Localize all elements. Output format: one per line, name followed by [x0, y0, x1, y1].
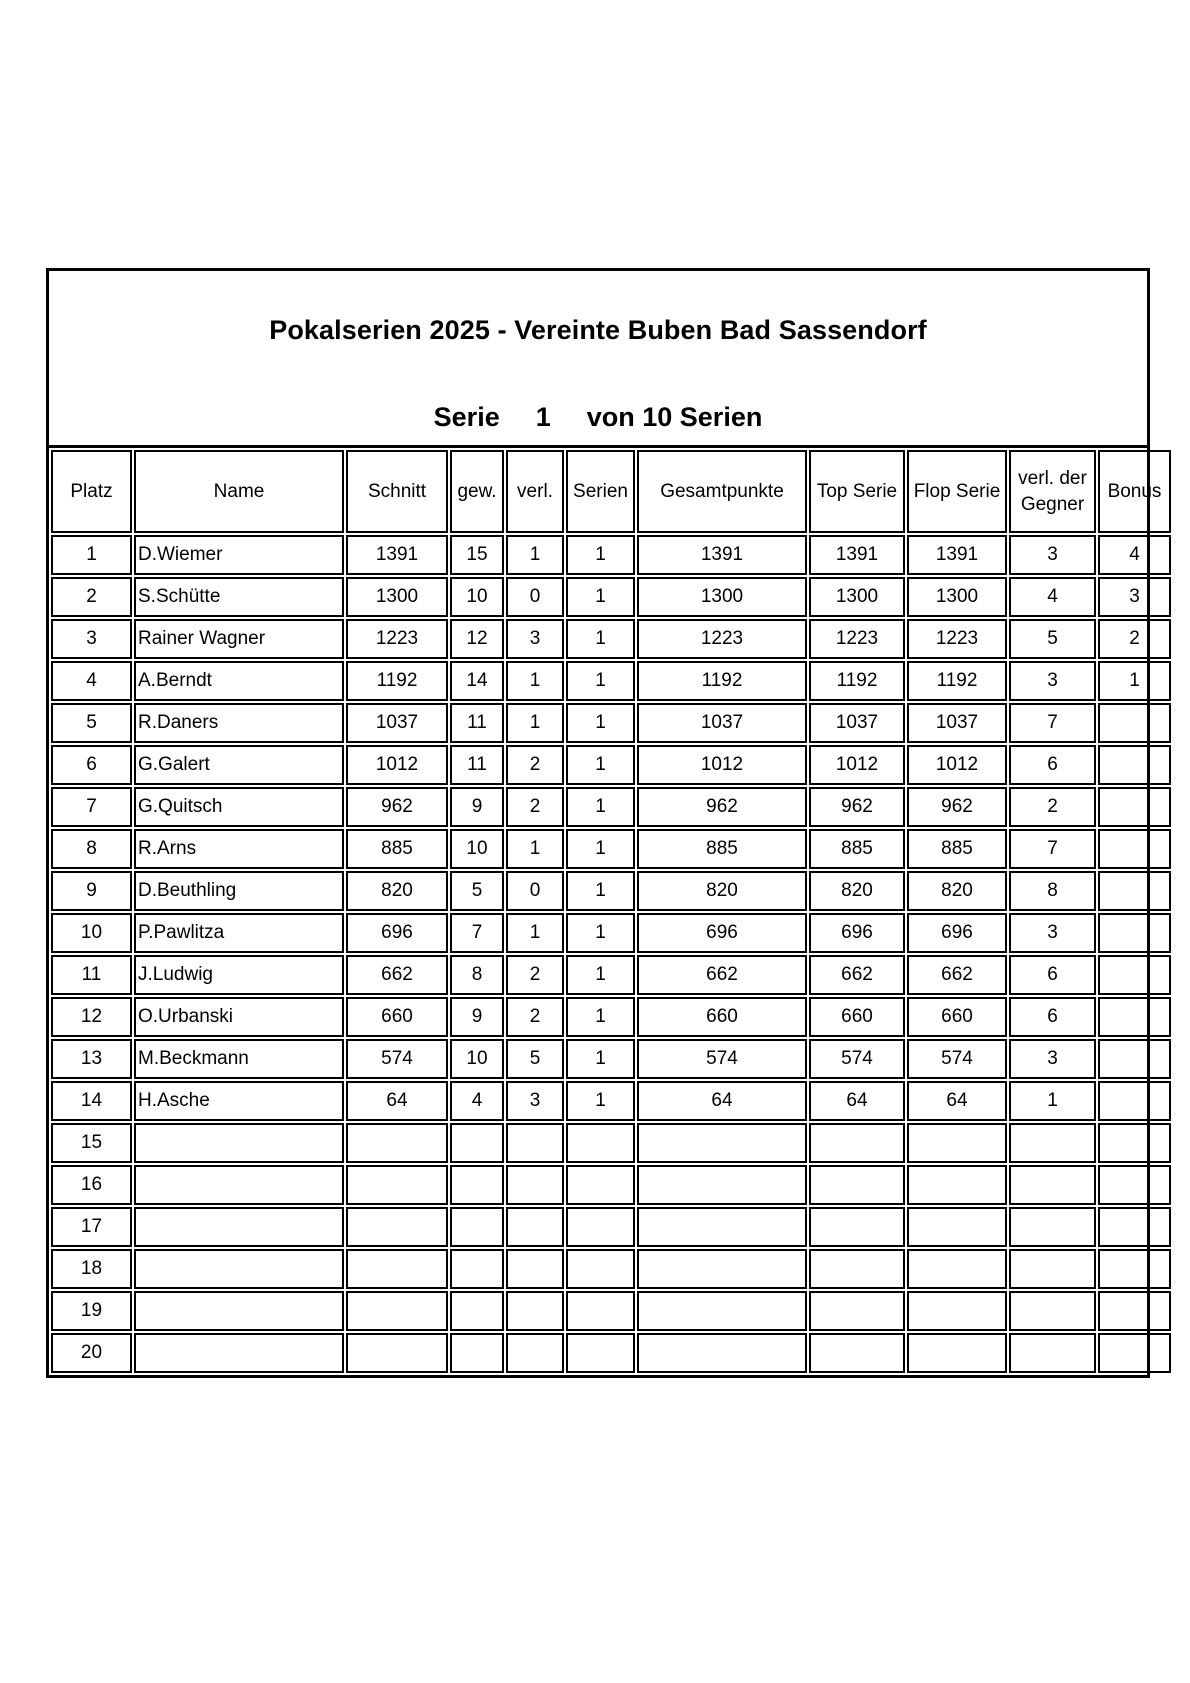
- cell-gew: 12: [450, 619, 504, 659]
- cell-verl-der-gegner: [1009, 1165, 1096, 1205]
- cell-gew: [450, 1291, 504, 1331]
- cell-bonus: [1098, 913, 1171, 953]
- cell-verl-der-gegner: 3: [1009, 913, 1096, 953]
- cell-platz: 15: [51, 1123, 132, 1163]
- cell-gesamtpunkte: 662: [637, 955, 807, 995]
- cell-name: [134, 1207, 344, 1247]
- cell-gew: [450, 1165, 504, 1205]
- cell-gew: [450, 1249, 504, 1289]
- cell-gesamtpunkte: [637, 1165, 807, 1205]
- table-row: [51, 745, 1171, 785]
- table-row: [51, 619, 1171, 659]
- cell-top-serie: [809, 1207, 905, 1247]
- cell-flop-serie: [907, 1207, 1007, 1247]
- cell-bonus: 4: [1098, 535, 1171, 575]
- cell-top-serie: 662: [809, 955, 905, 995]
- cell-gew: [450, 1123, 504, 1163]
- cell-verl-der-gegner: 7: [1009, 829, 1096, 869]
- cell-name: Rainer Wagner: [134, 619, 344, 659]
- cell-verl: 2: [506, 955, 564, 995]
- cell-schnitt: [346, 1123, 448, 1163]
- table-row: [51, 871, 1171, 911]
- cell-top-serie: 1300: [809, 577, 905, 617]
- cell-verl: 2: [506, 745, 564, 785]
- title-box: [49, 271, 1147, 448]
- cell-gew: 4: [450, 1081, 504, 1121]
- cell-bonus: [1098, 1207, 1171, 1247]
- cell-serien: [566, 1165, 635, 1205]
- cell-bonus: [1098, 1081, 1171, 1121]
- column-header-flop-serie: Flop Serie: [907, 450, 1007, 533]
- cell-flop-serie: 662: [907, 955, 1007, 995]
- standings-table: [49, 448, 1173, 1375]
- cell-verl: 3: [506, 619, 564, 659]
- cell-serien: 1: [566, 577, 635, 617]
- cell-schnitt: 1012: [346, 745, 448, 785]
- column-header-verl-der-gegner: verl. der Gegner: [1009, 450, 1096, 533]
- cell-verl: [506, 1333, 564, 1373]
- cell-flop-serie: [907, 1165, 1007, 1205]
- cell-serien: [566, 1291, 635, 1331]
- cell-gesamtpunkte: 660: [637, 997, 807, 1037]
- cell-platz: 18: [51, 1249, 132, 1289]
- cell-gew: 9: [450, 787, 504, 827]
- serie-total: von 10 Serien: [586, 402, 763, 432]
- cell-verl: [506, 1123, 564, 1163]
- table-body: [51, 535, 1171, 1373]
- column-header-top-serie: Top Serie: [809, 450, 905, 533]
- cell-bonus: [1098, 997, 1171, 1037]
- cell-flop-serie: 64: [907, 1081, 1007, 1121]
- cell-verl: [506, 1207, 564, 1247]
- cell-verl-der-gegner: [1009, 1207, 1096, 1247]
- cell-verl: 1: [506, 703, 564, 743]
- cell-verl-der-gegner: 7: [1009, 703, 1096, 743]
- cell-name: J.Ludwig: [134, 955, 344, 995]
- cell-top-serie: 1037: [809, 703, 905, 743]
- cell-verl-der-gegner: 3: [1009, 535, 1096, 575]
- cell-bonus: [1098, 1165, 1171, 1205]
- table-row: [51, 1081, 1171, 1121]
- cell-gew: [450, 1333, 504, 1373]
- cell-verl: 3: [506, 1081, 564, 1121]
- cell-verl: 1: [506, 829, 564, 869]
- cell-verl-der-gegner: 3: [1009, 661, 1096, 701]
- cell-name: G.Quitsch: [134, 787, 344, 827]
- cell-verl-der-gegner: 4: [1009, 577, 1096, 617]
- cell-serien: [566, 1333, 635, 1373]
- cell-serien: 1: [566, 745, 635, 785]
- cell-name: [134, 1123, 344, 1163]
- cell-top-serie: 885: [809, 829, 905, 869]
- cell-top-serie: 574: [809, 1039, 905, 1079]
- cell-schnitt: 1300: [346, 577, 448, 617]
- cell-verl-der-gegner: 6: [1009, 745, 1096, 785]
- cell-verl: 2: [506, 787, 564, 827]
- cell-name: G.Galert: [134, 745, 344, 785]
- cell-top-serie: [809, 1249, 905, 1289]
- cell-platz: 7: [51, 787, 132, 827]
- cell-schnitt: 1192: [346, 661, 448, 701]
- cell-verl-der-gegner: 2: [1009, 787, 1096, 827]
- cell-platz: 2: [51, 577, 132, 617]
- cell-serien: 1: [566, 829, 635, 869]
- cell-serien: 1: [566, 535, 635, 575]
- column-header-name: Name: [134, 450, 344, 533]
- cell-flop-serie: 1037: [907, 703, 1007, 743]
- cell-gesamtpunkte: 574: [637, 1039, 807, 1079]
- cell-flop-serie: 696: [907, 913, 1007, 953]
- cell-top-serie: 962: [809, 787, 905, 827]
- cell-bonus: 3: [1098, 577, 1171, 617]
- table-row: [51, 1123, 1171, 1163]
- cell-top-serie: [809, 1333, 905, 1373]
- cell-flop-serie: 820: [907, 871, 1007, 911]
- cell-verl: 1: [506, 661, 564, 701]
- cell-flop-serie: 1223: [907, 619, 1007, 659]
- cell-verl: 2: [506, 997, 564, 1037]
- cell-top-serie: 820: [809, 871, 905, 911]
- column-header-gew: gew.: [450, 450, 504, 533]
- cell-platz: 14: [51, 1081, 132, 1121]
- cell-verl: 1: [506, 535, 564, 575]
- cell-schnitt: 885: [346, 829, 448, 869]
- cell-flop-serie: 574: [907, 1039, 1007, 1079]
- cell-schnitt: [346, 1207, 448, 1247]
- table-row: [51, 997, 1171, 1037]
- cell-schnitt: 574: [346, 1039, 448, 1079]
- cell-schnitt: 660: [346, 997, 448, 1037]
- cell-bonus: [1098, 745, 1171, 785]
- cell-platz: 11: [51, 955, 132, 995]
- table-row: [51, 1333, 1171, 1373]
- cell-serien: 1: [566, 871, 635, 911]
- cell-top-serie: 696: [809, 913, 905, 953]
- cell-serien: [566, 1123, 635, 1163]
- cell-schnitt: [346, 1165, 448, 1205]
- cell-schnitt: [346, 1291, 448, 1331]
- cell-verl-der-gegner: 5: [1009, 619, 1096, 659]
- cell-gew: 14: [450, 661, 504, 701]
- cell-gew: 8: [450, 955, 504, 995]
- cell-gew: 10: [450, 1039, 504, 1079]
- cell-gesamtpunkte: 1037: [637, 703, 807, 743]
- cell-verl: 0: [506, 871, 564, 911]
- table-row: [51, 703, 1171, 743]
- cell-gew: 11: [450, 745, 504, 785]
- cell-top-serie: 1223: [809, 619, 905, 659]
- cell-serien: 1: [566, 787, 635, 827]
- cell-bonus: [1098, 955, 1171, 995]
- cell-bonus: [1098, 703, 1171, 743]
- cell-gew: 10: [450, 577, 504, 617]
- cell-name: O.Urbanski: [134, 997, 344, 1037]
- cell-name: [134, 1249, 344, 1289]
- cell-verl-der-gegner: [1009, 1249, 1096, 1289]
- column-header-bonus: Bonus: [1098, 450, 1171, 533]
- table-row: [51, 661, 1171, 701]
- cell-bonus: 1: [1098, 661, 1171, 701]
- cell-gesamtpunkte: 1391: [637, 535, 807, 575]
- cell-gesamtpunkte: [637, 1333, 807, 1373]
- cell-platz: 13: [51, 1039, 132, 1079]
- cell-platz: 5: [51, 703, 132, 743]
- cell-bonus: 2: [1098, 619, 1171, 659]
- cell-platz: 6: [51, 745, 132, 785]
- cell-bonus: [1098, 829, 1171, 869]
- cell-top-serie: 64: [809, 1081, 905, 1121]
- table-row: [51, 955, 1171, 995]
- cell-verl-der-gegner: [1009, 1123, 1096, 1163]
- cell-schnitt: 962: [346, 787, 448, 827]
- cell-top-serie: [809, 1165, 905, 1205]
- cell-platz: 19: [51, 1291, 132, 1331]
- cell-name: P.Pawlitza: [134, 913, 344, 953]
- cell-serien: 1: [566, 703, 635, 743]
- cell-schnitt: 662: [346, 955, 448, 995]
- header-row: [51, 450, 1171, 533]
- serie-number: 1: [535, 402, 551, 432]
- cell-flop-serie: 1300: [907, 577, 1007, 617]
- cell-serien: 1: [566, 955, 635, 995]
- cell-bonus: [1098, 1333, 1171, 1373]
- cell-verl-der-gegner: [1009, 1333, 1096, 1373]
- table-row: [51, 1039, 1171, 1079]
- column-header-platz: Platz: [51, 450, 132, 533]
- cell-name: M.Beckmann: [134, 1039, 344, 1079]
- table-row: [51, 1291, 1171, 1331]
- cell-platz: 20: [51, 1333, 132, 1373]
- cell-top-serie: [809, 1123, 905, 1163]
- cell-flop-serie: 660: [907, 997, 1007, 1037]
- document-title: Pokalserien 2025 - Vereinte Buben Bad Sassendorf: [269, 315, 927, 345]
- cell-schnitt: 1391: [346, 535, 448, 575]
- cell-flop-serie: 962: [907, 787, 1007, 827]
- cell-serien: 1: [566, 619, 635, 659]
- cell-flop-serie: 1391: [907, 535, 1007, 575]
- cell-verl: 5: [506, 1039, 564, 1079]
- cell-schnitt: 820: [346, 871, 448, 911]
- cell-bonus: [1098, 1291, 1171, 1331]
- cell-flop-serie: [907, 1249, 1007, 1289]
- cell-schnitt: 696: [346, 913, 448, 953]
- cell-gesamtpunkte: [637, 1249, 807, 1289]
- cell-schnitt: 1037: [346, 703, 448, 743]
- series-subtitle: [49, 402, 1147, 433]
- serie-label: Serie: [433, 402, 500, 432]
- cell-gesamtpunkte: 885: [637, 829, 807, 869]
- cell-flop-serie: 885: [907, 829, 1007, 869]
- cell-name: [134, 1333, 344, 1373]
- cell-gesamtpunkte: 1223: [637, 619, 807, 659]
- cell-name: [134, 1291, 344, 1331]
- cell-verl-der-gegner: 6: [1009, 997, 1096, 1037]
- cell-gesamtpunkte: 1300: [637, 577, 807, 617]
- cell-serien: [566, 1207, 635, 1247]
- cell-serien: 1: [566, 997, 635, 1037]
- cell-top-serie: 1012: [809, 745, 905, 785]
- cell-schnitt: [346, 1249, 448, 1289]
- table-row: [51, 1249, 1171, 1289]
- cell-bonus: [1098, 787, 1171, 827]
- cell-verl: [506, 1249, 564, 1289]
- cell-name: H.Asche: [134, 1081, 344, 1121]
- cell-top-serie: 660: [809, 997, 905, 1037]
- cell-serien: [566, 1249, 635, 1289]
- cell-gew: 10: [450, 829, 504, 869]
- table-row: [51, 829, 1171, 869]
- standings-sheet: [46, 268, 1162, 1378]
- cell-gesamtpunkte: 64: [637, 1081, 807, 1121]
- cell-schnitt: 1223: [346, 619, 448, 659]
- cell-gesamtpunkte: 1192: [637, 661, 807, 701]
- cell-top-serie: 1192: [809, 661, 905, 701]
- cell-top-serie: 1391: [809, 535, 905, 575]
- table-row: [51, 913, 1171, 953]
- cell-platz: 8: [51, 829, 132, 869]
- cell-name: [134, 1165, 344, 1205]
- cell-gew: 11: [450, 703, 504, 743]
- cell-serien: 1: [566, 1081, 635, 1121]
- cell-platz: 17: [51, 1207, 132, 1247]
- cell-gesamtpunkte: 1012: [637, 745, 807, 785]
- cell-serien: 1: [566, 661, 635, 701]
- cell-schnitt: [346, 1333, 448, 1373]
- cell-platz: 4: [51, 661, 132, 701]
- cell-gew: 9: [450, 997, 504, 1037]
- cell-verl: [506, 1165, 564, 1205]
- cell-bonus: [1098, 1249, 1171, 1289]
- table-row: [51, 1165, 1171, 1205]
- cell-top-serie: [809, 1291, 905, 1331]
- cell-gew: 7: [450, 913, 504, 953]
- cell-platz: 16: [51, 1165, 132, 1205]
- cell-platz: 1: [51, 535, 132, 575]
- cell-flop-serie: [907, 1291, 1007, 1331]
- cell-gesamtpunkte: 820: [637, 871, 807, 911]
- cell-serien: 1: [566, 913, 635, 953]
- cell-gesamtpunkte: [637, 1123, 807, 1163]
- cell-verl-der-gegner: [1009, 1291, 1096, 1331]
- cell-schnitt: 64: [346, 1081, 448, 1121]
- cell-verl: 0: [506, 577, 564, 617]
- cell-verl: [506, 1291, 564, 1331]
- cell-name: R.Daners: [134, 703, 344, 743]
- cell-name: S.Schütte: [134, 577, 344, 617]
- cell-bonus: [1098, 1123, 1171, 1163]
- cell-gesamtpunkte: [637, 1207, 807, 1247]
- table-row: [51, 787, 1171, 827]
- cell-flop-serie: 1192: [907, 661, 1007, 701]
- table-row: [51, 535, 1171, 575]
- cell-bonus: [1098, 871, 1171, 911]
- cell-verl-der-gegner: 6: [1009, 955, 1096, 995]
- cell-gesamtpunkte: 962: [637, 787, 807, 827]
- cell-verl-der-gegner: 8: [1009, 871, 1096, 911]
- cell-gew: [450, 1207, 504, 1247]
- cell-verl-der-gegner: 1: [1009, 1081, 1096, 1121]
- cell-gew: 5: [450, 871, 504, 911]
- cell-platz: 3: [51, 619, 132, 659]
- table-row: [51, 577, 1171, 617]
- cell-verl: 1: [506, 913, 564, 953]
- table-row: [51, 1207, 1171, 1247]
- column-header-serien: Serien: [566, 450, 635, 533]
- column-header-gesamtpunkte: Gesamtpunkte: [637, 450, 807, 533]
- cell-flop-serie: [907, 1333, 1007, 1373]
- cell-gew: 15: [450, 535, 504, 575]
- cell-flop-serie: 1012: [907, 745, 1007, 785]
- cell-verl-der-gegner: 3: [1009, 1039, 1096, 1079]
- cell-serien: 1: [566, 1039, 635, 1079]
- cell-gesamtpunkte: 696: [637, 913, 807, 953]
- cell-name: D.Beuthling: [134, 871, 344, 911]
- column-header-schnitt: Schnitt: [346, 450, 448, 533]
- cell-platz: 9: [51, 871, 132, 911]
- cell-name: D.Wiemer: [134, 535, 344, 575]
- cell-name: R.Arns: [134, 829, 344, 869]
- cell-platz: 10: [51, 913, 132, 953]
- column-header-verl: verl.: [506, 450, 564, 533]
- cell-name: A.Berndt: [134, 661, 344, 701]
- cell-flop-serie: [907, 1123, 1007, 1163]
- cell-gesamtpunkte: [637, 1291, 807, 1331]
- cell-bonus: [1098, 1039, 1171, 1079]
- cell-platz: 12: [51, 997, 132, 1037]
